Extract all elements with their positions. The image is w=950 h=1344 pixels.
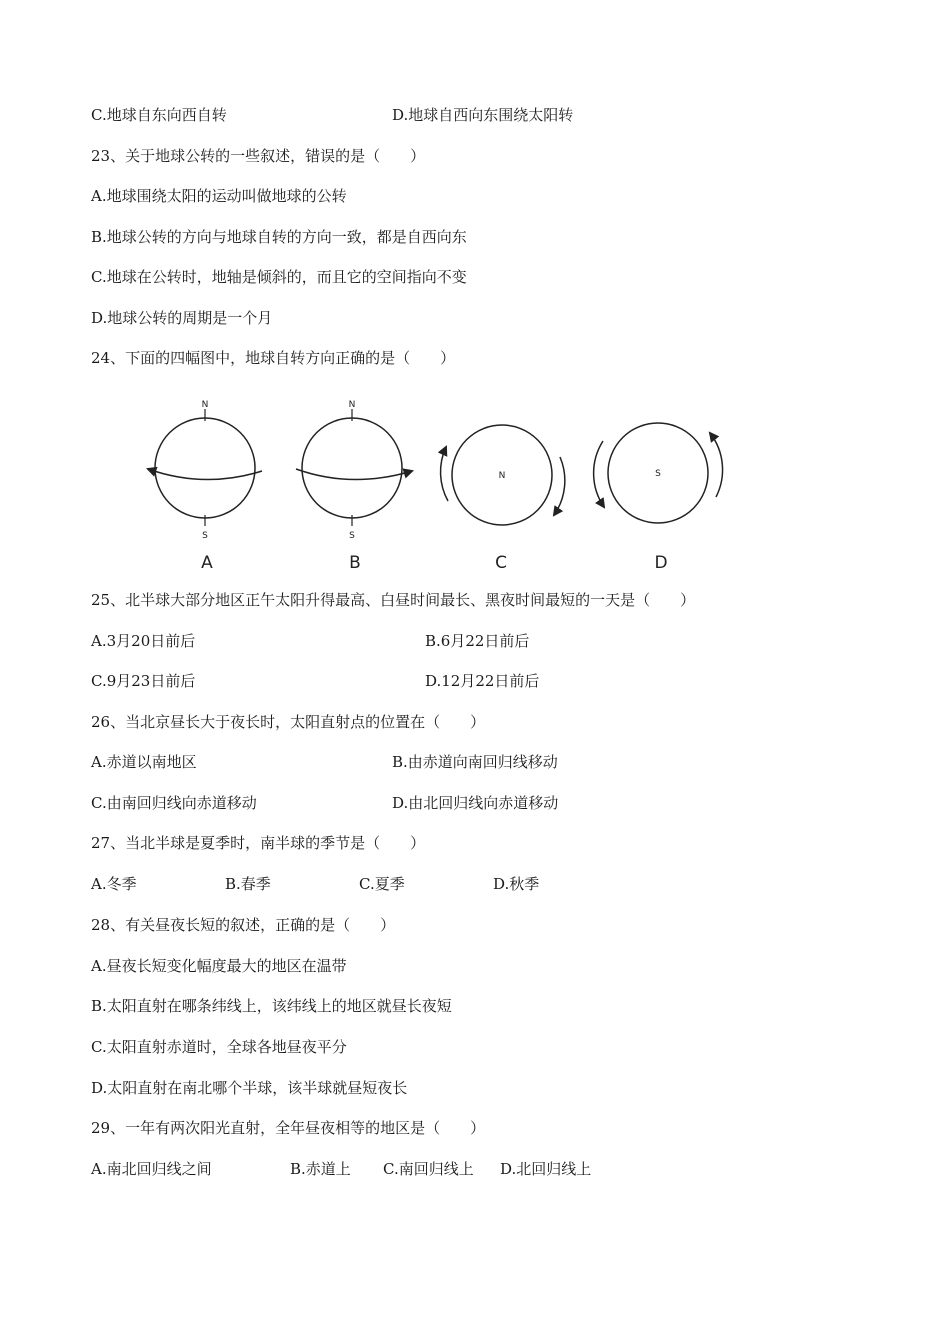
q27-option-a: A.冬季 [91,875,137,893]
q28-option-a: A.昼夜长短变化幅度最大的地区在温带 [91,957,347,975]
globe-b [296,400,412,573]
q27-option-d: D.秋季 [493,875,540,893]
q27-option-c: C.夏季 [359,875,405,893]
q26-option-c: C.由南回归线向赤道移动 [91,794,257,812]
q28-option-b: B.太阳直射在哪条纬线上，该纬线上的地区就昼长夜短 [91,997,452,1015]
q23-option-c: C.地球在公转时，地轴是倾斜的，而且它的空间指向不变 [91,268,467,286]
globe-b-south-label: S [349,531,355,541]
q29-option-b: B.赤道上 [290,1160,351,1178]
q26-stem: 26、当北京昼长大于夜长时，太阳直射点的位置在（ ） [91,713,486,731]
globe-a [148,400,262,573]
q28-stem: 28、有关昼夜长短的叙述，正确的是（ ） [91,916,396,934]
q26-option-d: D.由北回归线向赤道移动 [392,794,559,812]
q29-stem: 29、一年有两次阳光直射，全年昼夜相等的地区是（ ） [91,1119,486,1137]
q24-stem: 24、下面的四幅图中，地球自转方向正确的是（ ） [91,349,456,367]
q23-option-a: A.地球围绕太阳的运动叫做地球的公转 [91,187,347,205]
q22-option-c: C.地球自东向西自转 [91,106,227,124]
globe-a-north-label: N [201,400,209,410]
earth-rotation-figure [130,393,750,578]
q28-option-c: C.太阳直射赤道时，全球各地昼夜平分 [91,1038,347,1056]
globe-c-pole-label: N [498,471,506,481]
globe-a-south-label: S [202,531,208,541]
q29-option-c: C.南回归线上 [383,1160,474,1178]
q25-option-d: D.12月22日前后 [425,672,540,690]
q26-option-a: A.赤道以南地区 [91,753,197,771]
q23-option-b: B.地球公转的方向与地球自转的方向一致，都是自西向东 [91,228,467,246]
figure-label-a: A [201,553,213,573]
q25-option-a: A.3月20日前后 [91,632,196,650]
globe-d [594,423,723,573]
globe-d-pole-label: S [655,469,661,479]
q27-stem: 27、当北半球是夏季时，南半球的季节是（ ） [91,834,426,852]
q26-option-b: B.由赤道向南回归线移动 [392,753,558,771]
q23-stem: 23、关于地球公转的一些叙述，错误的是（ ） [91,147,426,165]
q29-option-a: A.南北回归线之间 [91,1160,212,1178]
q23-option-d: D.地球公转的周期是一个月 [91,309,273,327]
q28-option-d: D.太阳直射在南北哪个半球，该半球就昼短夜长 [91,1079,408,1097]
q29-option-d: D.北回归线上 [500,1160,592,1178]
q25-stem: 25、北半球大部分地区正午太阳升得最高、白昼时间最长、黑夜时间最短的一天是（ ） [91,591,696,609]
globe-c [441,425,565,573]
q25-option-b: B.6月22日前后 [425,632,530,650]
figure-label-c: C [495,553,507,573]
figure-label-b: B [349,553,361,573]
figure-label-d: D [654,553,668,573]
q25-option-c: C.9月23日前后 [91,672,196,690]
q27-option-b: B.春季 [225,875,271,893]
globe-b-north-label: N [348,400,356,410]
q22-option-d: D.地球自西向东围绕太阳转 [392,106,574,124]
